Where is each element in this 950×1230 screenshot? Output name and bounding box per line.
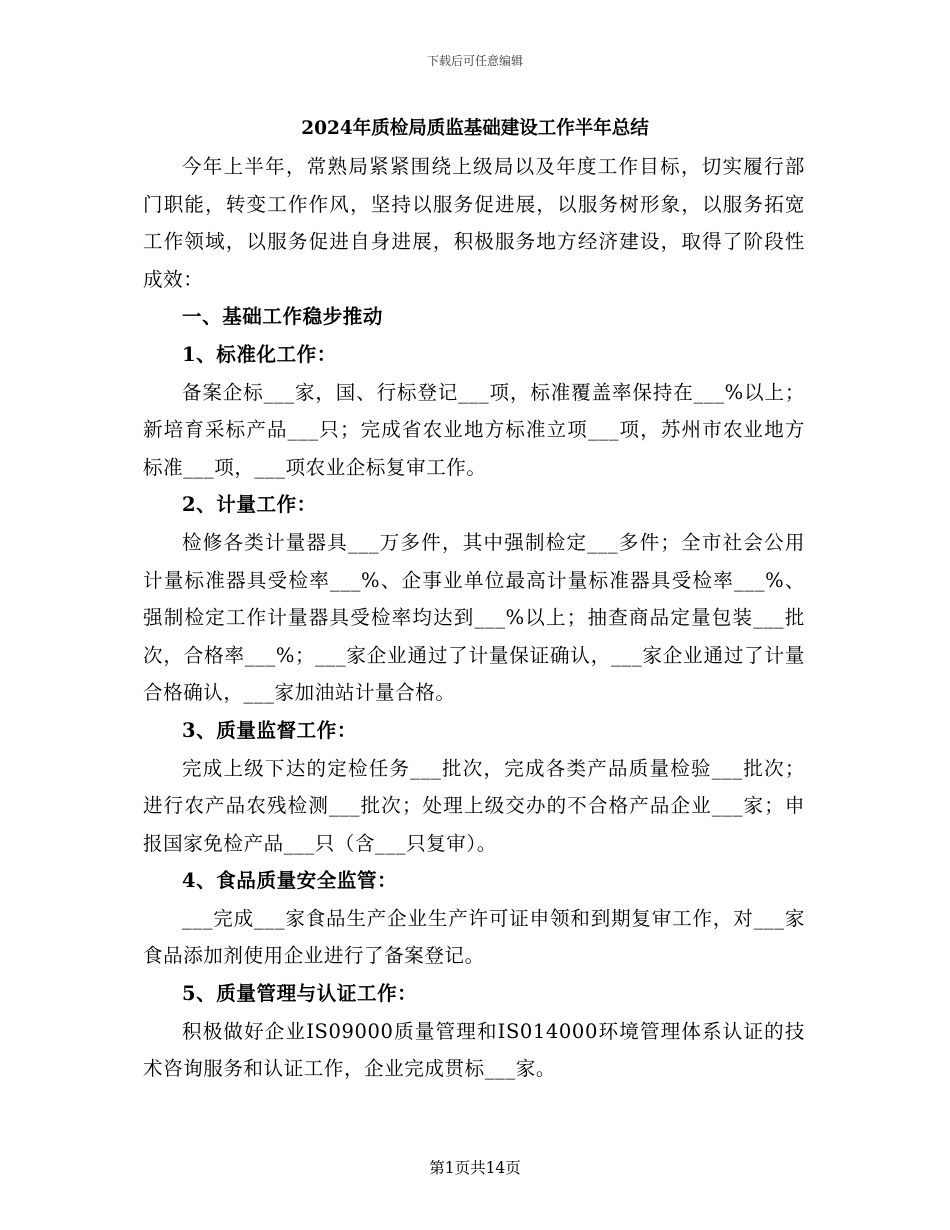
page-header-note: 下载后可任意编辑 <box>426 54 523 68</box>
item-body-certification: 积极做好企业IS09000质量管理和IS014000环境管理体系认证的技术咨询服务和认证工作，企业完成贯标___家。 <box>143 1019 805 1081</box>
item-heading-food-safety: 4、食品质量安全监管： <box>182 869 398 893</box>
page-number: 第1页共14页 <box>429 1159 521 1177</box>
item-body-food-safety: ___完成___家食品生产企业生产许可证申领和到期复审工作，对___家食品添加剂使用企业进行了备案登记。 <box>143 906 805 968</box>
document-title: 2024年质检局质监基础建设工作半年总结 <box>301 118 649 139</box>
item-body-standardization: 备案企标___家，国、行标登记___项，标准覆盖率保持在___%以上；新培育采标产品___只；完成省农业地方标准立项___项，苏州市农业地方标准___项，___项农业企标复审工作。 <box>143 380 805 479</box>
item-heading-certification: 5、质量管理与认证工作： <box>182 982 418 1006</box>
document-body <box>143 148 805 1088</box>
item-heading-quality-supervision: 3、质量监督工作： <box>182 718 357 742</box>
section-heading-1: 一、基础工作稳步推动 <box>182 305 384 329</box>
intro-paragraph: 今年上半年，常熟局紧紧围绕上级局以及年度工作目标，切实履行部门职能，转变工作作风，坚持以服务促进展，以服务树形象，以服务拓宽工作领域，以服务促进自身进展，积极服务地方经济建设，取得了阶段性成效： <box>143 155 805 291</box>
item-body-quality-supervision: 完成上级下达的定检任务___批次，完成各类产品质量检验___批次；进行农产品农残检测___批次；处理上级交办的不合格产品企业___家；申报国家免检产品___只（含___只复审）。 <box>143 756 805 855</box>
item-heading-metrology: 2、计量工作： <box>182 493 317 517</box>
item-heading-standardization: 1、标准化工作： <box>182 342 337 366</box>
item-body-metrology: 检修各类计量器具___万多件，其中强制检定___多件；全市社会公用计量标准器具受检率___%、企事业单位最高计量标准器具受检率___%、强制检定工作计量器具受检率均达到___%以上；抽查商品定量包装___批次，合格率___%；___家企业通过了计量保证确认，___家企业通过了计量合格确认，___家加油站计量合格。 <box>143 530 805 705</box>
